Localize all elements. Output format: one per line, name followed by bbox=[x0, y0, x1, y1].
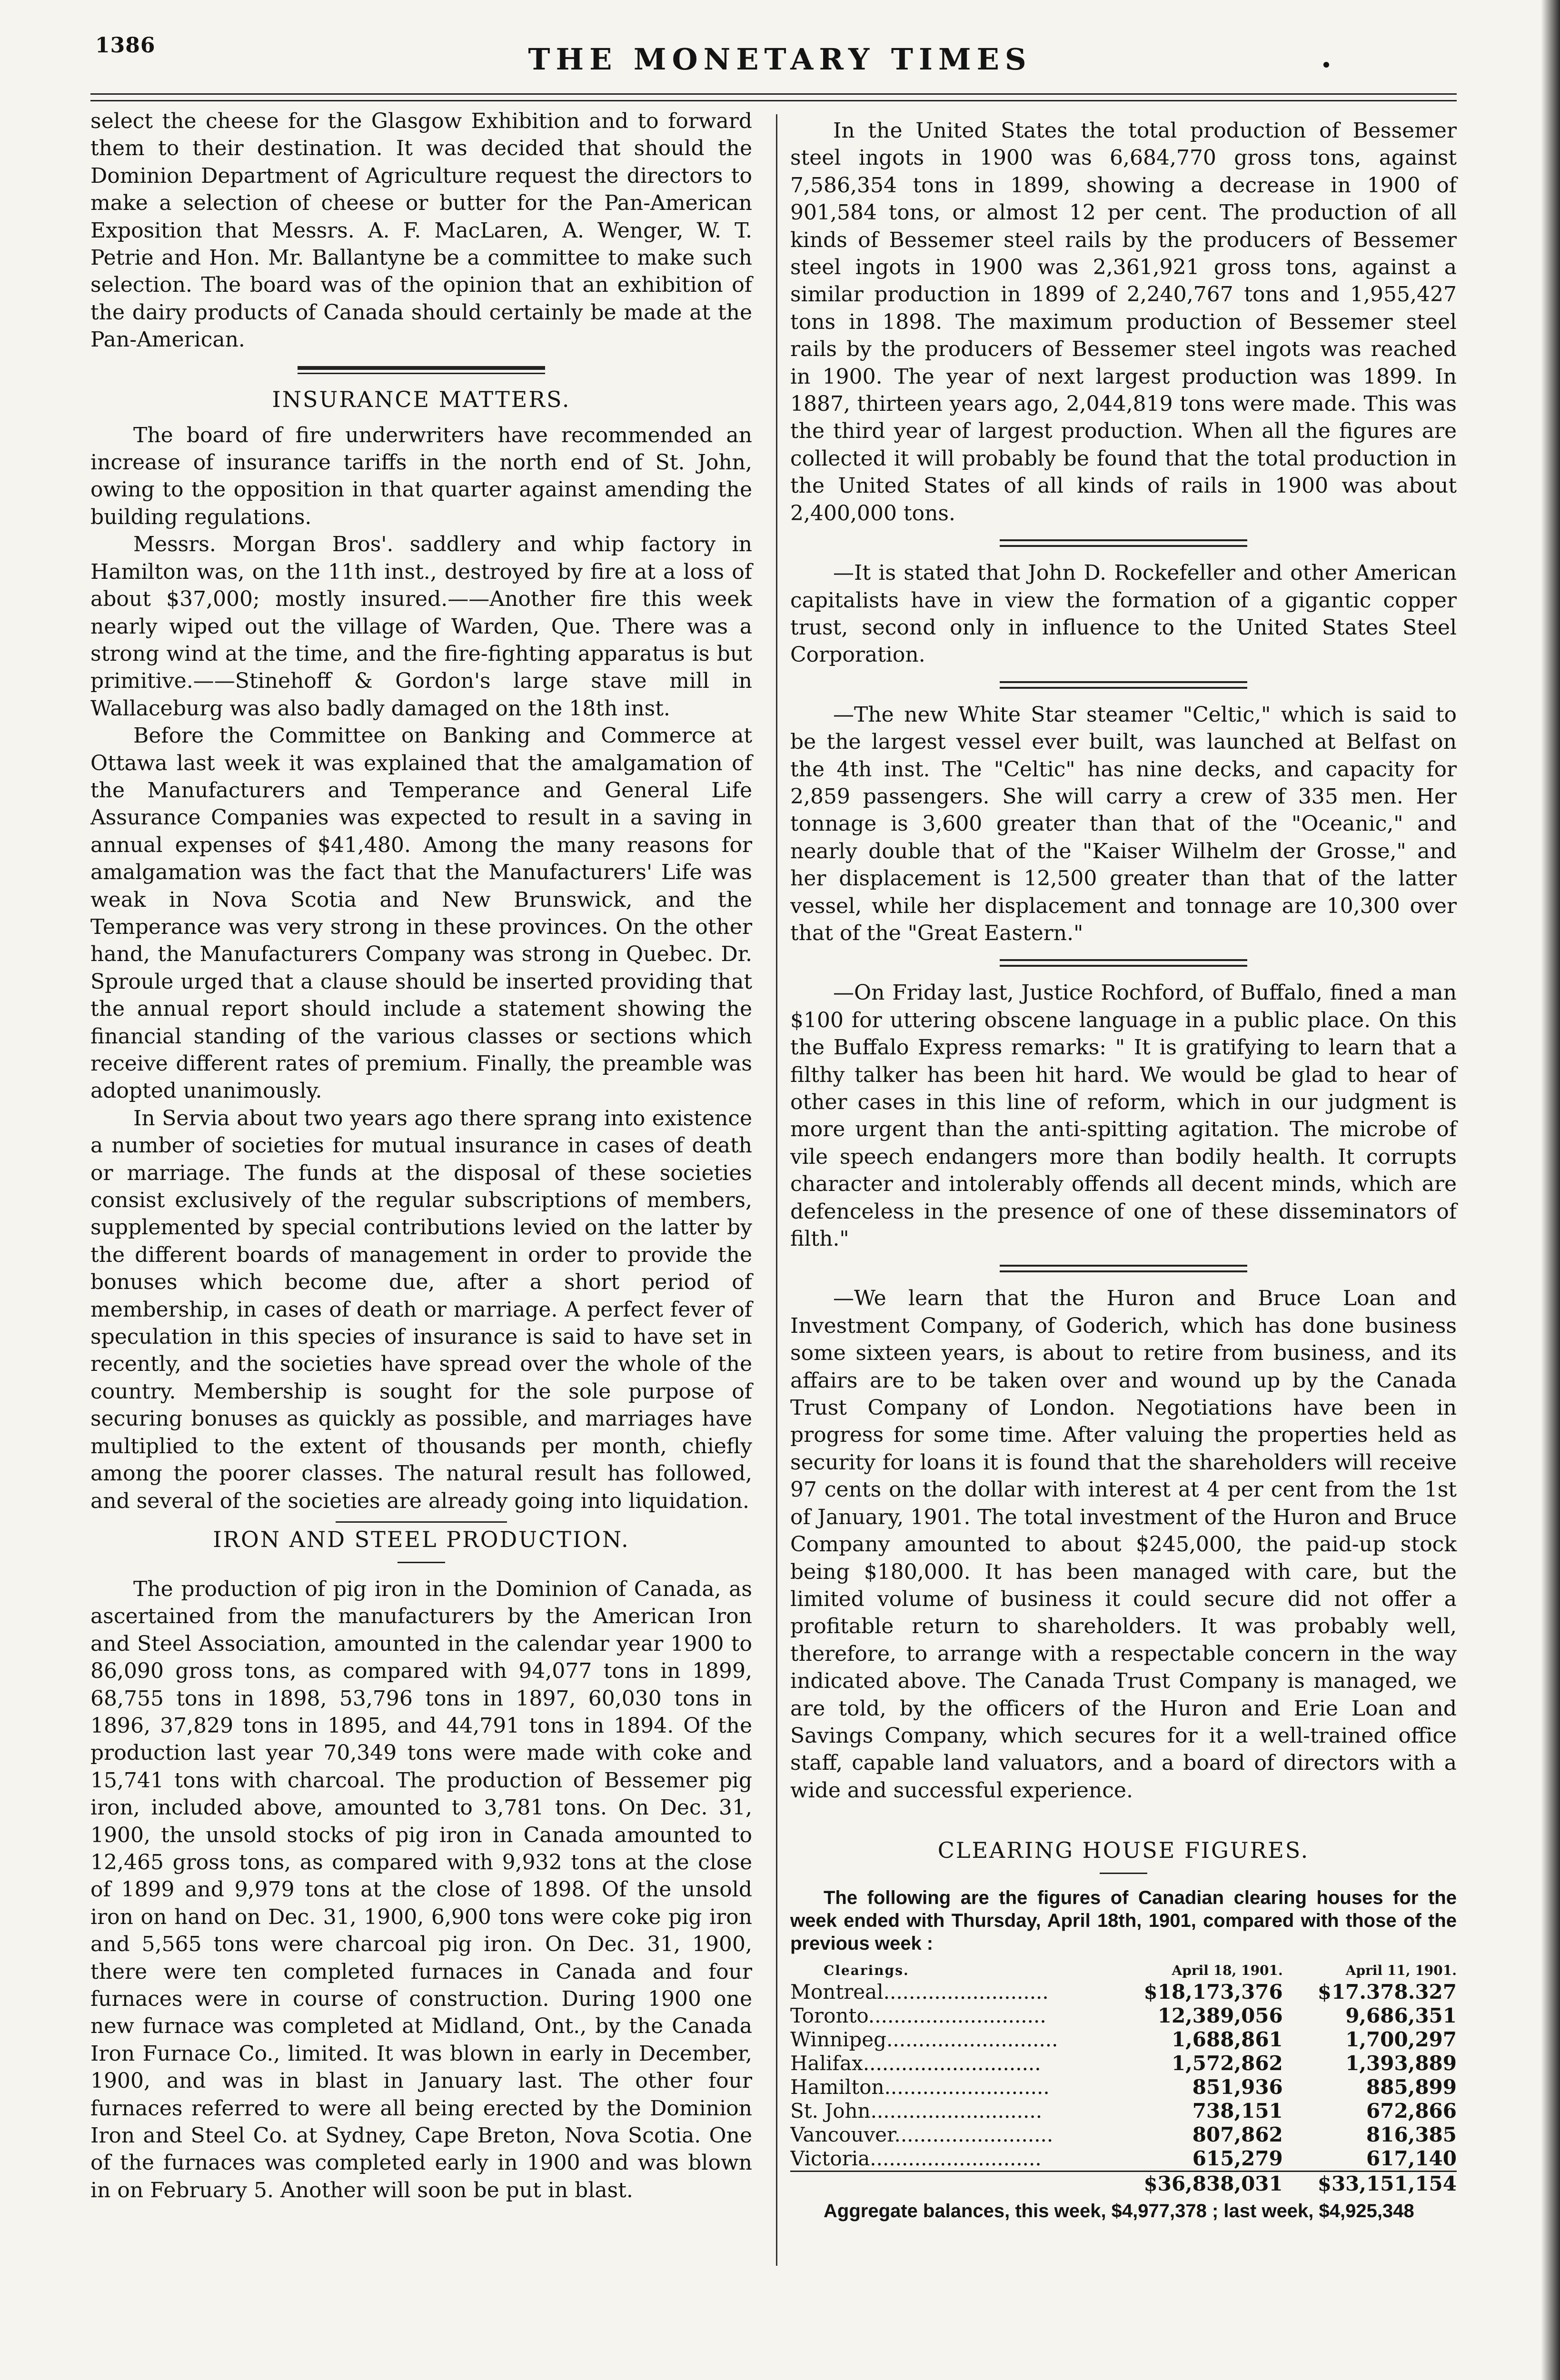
column-header: Clearings. bbox=[824, 1963, 909, 1979]
table-row bbox=[790, 2052, 1457, 2075]
section-separator bbox=[1000, 539, 1247, 547]
table-row bbox=[790, 2147, 1457, 2172]
scan-edge-shadow bbox=[1541, 0, 1560, 2380]
table-header-row bbox=[790, 1961, 1457, 1980]
table-cell-value: 807,862 bbox=[1192, 2123, 1283, 2147]
table-cell-value: 851,936 bbox=[1192, 2075, 1283, 2099]
section-separator bbox=[298, 366, 545, 374]
iron-steel-heading: IRON AND STEEL PRODUCTION. bbox=[213, 1526, 630, 1552]
table-cell-value: 672,866 bbox=[1366, 2099, 1457, 2123]
table-cell-value: 615,279 bbox=[1192, 2147, 1283, 2171]
table-cell-value: 617,140 bbox=[1366, 2147, 1457, 2171]
total-value: $33,151,154 bbox=[1283, 2172, 1457, 2196]
column-divider bbox=[776, 114, 777, 2266]
short-rule bbox=[1100, 1873, 1147, 1874]
table-cell-value: 12,389,056 bbox=[1157, 2004, 1283, 2028]
column-header: April 18, 1901. bbox=[1172, 1963, 1283, 1979]
insurance-paragraph: Messrs. Morgan Bros'. saddlery and whip factory in Hamilton was, on the 11th inst., destroyed by fire at a loss of about $37,000; mostly insured.——Another fire this week nearly wiped out the village of Warden, Que. There was a strong wind at the time, and the fire-fighting apparatus is but primitive.——Stinehoff & Gordon's large stave mill in Wallaceburg was also badly damaged on the 18th inst. bbox=[90, 532, 752, 721]
right-column bbox=[790, 108, 1457, 2222]
table-cell-value: 816,385 bbox=[1366, 2123, 1457, 2147]
table-cell-value: 9,686,351 bbox=[1345, 2004, 1457, 2028]
table-row bbox=[790, 2004, 1457, 2028]
left-column bbox=[90, 108, 752, 2204]
table-cell-value: $18,173,376 bbox=[1143, 1980, 1283, 2004]
table-row bbox=[790, 2123, 1457, 2147]
table-cell-value: 1,572,862 bbox=[1171, 2052, 1283, 2075]
table-cell-value: 1,688,861 bbox=[1171, 2028, 1283, 2052]
masthead-title: THE MONETARY TIMES bbox=[528, 42, 1032, 77]
bessemer-paragraph: In the United States the total production of Bessemer steel ingots in 1900 was 6,684,770 gross tons, against 7,586,354 tons in 1899, showing a decrease in 1900 of 901,584 tons, or almost 12 per cent. The production of all kinds of Bessemer steel rails by the producers of Bessemer steel ingots in 1900 was 2,361,921 gross tons, against a similar production in 1899 of 2,240,767 tons and 1,955,427 tons in 1898. The maximum production of Bessemer steel rails by the producers of Bessemer steel ingots was reached in 1900. The year of next largest production was 1899. In 1887, thirteen years ago, 2,044,819 tons were made. This was the third year of largest production. When all the figures are collected it will probably be found that the total production in the United States of all kinds of rails in 1900 was about 2,400,000 tons. bbox=[790, 119, 1457, 526]
masthead-rule-bottom bbox=[90, 100, 1457, 101]
table-cell-value: $17.378.327 bbox=[1317, 1980, 1457, 2004]
table-row bbox=[790, 2028, 1457, 2052]
page-number: 1386 bbox=[95, 33, 156, 58]
short-rule bbox=[397, 1562, 445, 1563]
section-separator bbox=[1000, 1265, 1247, 1272]
masthead-dot bbox=[1323, 62, 1329, 68]
masthead-rule-top bbox=[90, 93, 1457, 95]
cheese-paragraph: select the cheese for the Glasgow Exhibition and to forward them to their destination. It was decided that should the Dominion Department of Agriculture request the directors to make a selection of cheese or butter for the Pan-American Exposition that Messrs. A. F. MacLaren, A. Wenger, W. T. Petrie and Hon. Mr. Ballantyne be a committee to make such selection. The board was of the opinion that an exhibition of the dairy products of Canada should certainly be made at the Pan-American. bbox=[90, 109, 752, 352]
celtic-paragraph: —The new White Star steamer "Celtic," which is said to be the largest vessel ever built, was launched at Belfast on the 4th inst. The "Celtic" has nine decks, and capacity for 2,859 passengers. She will carry a crew of 335 men. Her tonnage is 3,600 greater than that of the "Oceanic," and nearly double that of the "Kaiser Wilhelm der Grosse," and her displacement is 12,500 greater than that of the latter vessel, while her displacement and tonnage are 10,300 over that of the "Great Eastern." bbox=[790, 702, 1457, 945]
section-separator bbox=[1000, 959, 1247, 967]
total-value: $36,838,031 bbox=[1138, 2172, 1282, 2196]
table-row bbox=[790, 1980, 1457, 2004]
aggregate-balances: Aggregate balances, this week, $4,977,378 ; last week, $4,925,348 bbox=[824, 2201, 1414, 2222]
insurance-heading: INSURANCE MATTERS. bbox=[272, 386, 571, 412]
table-total-row bbox=[790, 2172, 1457, 2196]
section-separator bbox=[336, 1521, 507, 1523]
table-cell-city: Halifax............................ bbox=[790, 2052, 1041, 2075]
table-row bbox=[790, 2099, 1457, 2123]
insurance-paragraph: Before the Committee on Banking and Commerce at Ottawa last week it was explained that the amalgamation of the Manufacturers and Temperance and General Life Assurance Companies was expected to result in a saving in annual expenses of $41,480. Among the many reasons for amalgamation was the fact that the Manufacturers' Life was weak in Nova Scotia and New Brunswick, and the Temperance was very strong in these provinces. On the other hand, the Manufacturers Company was strong in Quebec. Dr. Sproule urged that a clause should be inserted providing that the annual report should include a statement showing the financial standing of the various classes or sections which receive different rates of premium. Finally, the preamble was adopted unanimously. bbox=[90, 724, 752, 1103]
table-cell-value: 1,700,297 bbox=[1345, 2028, 1457, 2052]
insurance-paragraph: In Servia about two years ago there sprang into existence a number of societies for mutual insurance in cases of death or marriage. The funds at the disposal of these societies consist exclusively of the regular subscriptions of members, supplemented by special contributions levied on the latter by the different boards of management in order to provide the bonuses which become due, after a short period of membership, in cases of death or marriage. A perfect fever of speculation in this species of insurance is said to have set in recently, and the societies have spread over the whole of the country. Membership is sought for the sole purpose of securing bonuses as quickly as possible, and marriages have multiplied to the extent of thousands per month, chiefly among the poorer classes. The natural result has followed, and several of the societies are already going into liquidation. bbox=[90, 1106, 752, 1513]
table-cell-city: St. John........................... bbox=[790, 2099, 1043, 2123]
table-cell-city: Hamilton.......................... bbox=[790, 2075, 1050, 2099]
iron-paragraph: The production of pig iron in the Dominion of Canada, as ascertained from the manufacturers by the American Iron and Steel Association, amounted in the calendar year 1900 to 86,090 gross tons, as compared with 94,077 tons in 1899, 68,755 tons in 1898, 53,796 tons in 1897, 60,030 tons in 1896, 37,829 tons in 1895, and 44,791 tons in 1894. Of the production last year 70,349 tons were made with coke and 15,741 tons with charcoal. The production of Bessemer pig iron, included above, amounted to 3,781 tons. On Dec. 31, 1900, the unsold stocks of pig iron in Canada amounted to 12,465 gross tons, as compared with 9,932 tons at the close of 1899 and 9,979 tons at the close of 1898. Of the unsold iron on hand on Dec. 31, 1900, 6,900 tons were coke pig iron and 5,565 tons were charcoal pig iron. On Dec. 31, 1900, there were ten completed furnaces in Canada and four furnaces were in course of construction. During 1900 one new furnace was completed at Midland, Ont., by the Canada Iron Furnace Co., limited. It was blown in early in December, 1900, and was in blast in January last. The other four furnaces referred to were all being erected by the Dominion Iron and Steel Co. at Sydney, Cape Breton, Nova Scotia. One of the furnaces was completed early in 1900 and was blown in on February 5. Another will soon be put in blast. bbox=[90, 1577, 752, 2202]
rochford-paragraph: —On Friday last, Justice Rochford, of Buffalo, fined a man $100 for uttering obscene language in a public place. On this the Buffalo Express remarks: " It is gratifying to learn that a filthy talker has been hit hard. We would be glad to hear of other cases in this line of reform, which in our judgment is more urgent than the anti-spitting agitation. The microbe of vile speech endangers more than bodily health. It corrupts character and intolerably offends all decent minds, which are defenceless in the presence of one of these disseminators of filth." bbox=[790, 981, 1457, 1251]
clearing-house-heading: CLEARING HOUSE FIGURES. bbox=[937, 1837, 1310, 1864]
huron-paragraph: —We learn that the Huron and Bruce Loan and Investment Company, of Goderich, which has done business some sixteen years, is about to retire from business, and its affairs are to be taken over and wound up by the Canada Trust Company of London. Negotiations have been in progress for some time. After valuing the properties held as security for loans it is found that the shareholders will receive 97 cents on the dollar with interest at 4 per cent from the 1st of January, 1901. The total investment of the Huron and Bruce Company amounted to about $245,000, the paid-up stock being $180,000. It has been managed with care, but the limited volume of business it could secure did not offer a profitable return to shareholders. It was probably well, therefore, to arrange with a respectable concern in the way indicated above. The Canada Trust Company is managed, we are told, by the officers of the Huron and Erie Loan and Savings Company, which secures for it a well-trained office staff, capable land valuators, and a board of directors with a wide and successful experience. bbox=[790, 1286, 1457, 1803]
table-row bbox=[790, 2075, 1457, 2099]
table-cell-empty bbox=[790, 2172, 1138, 2196]
table-cell-city: Victoria........................... bbox=[790, 2147, 1042, 2171]
clearing-intro: The following are the figures of Canadian clearing houses for the week ended with Thursday, April 18th, 1901, compared with those of the previous week : bbox=[790, 1887, 1457, 1954]
section-separator bbox=[1000, 681, 1247, 689]
table-cell-city: Montreal.......................... bbox=[790, 1980, 1049, 2004]
rockefeller-paragraph: —It is stated that John D. Rockefeller and other American capitalists have in view the formation of a gigantic copper trust, second only in influence to the United States Steel Corporation. bbox=[790, 561, 1457, 667]
table-cell-value: 738,151 bbox=[1192, 2099, 1283, 2123]
column-header: April 11, 1901. bbox=[1345, 1963, 1457, 1979]
table-cell-city: Toronto............................ bbox=[790, 2004, 1046, 2028]
table-cell-city: Vancouver......................... bbox=[790, 2123, 1053, 2147]
insurance-paragraph: The board of fire underwriters have recommended an increase of insurance tariffs in the north end of St. John, owing to the opposition in that quarter against amending the building regulations. bbox=[90, 423, 752, 529]
table-cell-value: 885,899 bbox=[1366, 2075, 1457, 2099]
clearing-table bbox=[790, 1961, 1457, 2196]
table-cell-value: 1,393,889 bbox=[1345, 2052, 1457, 2075]
table-cell-city: Winnipeg........................... bbox=[790, 2028, 1058, 2052]
